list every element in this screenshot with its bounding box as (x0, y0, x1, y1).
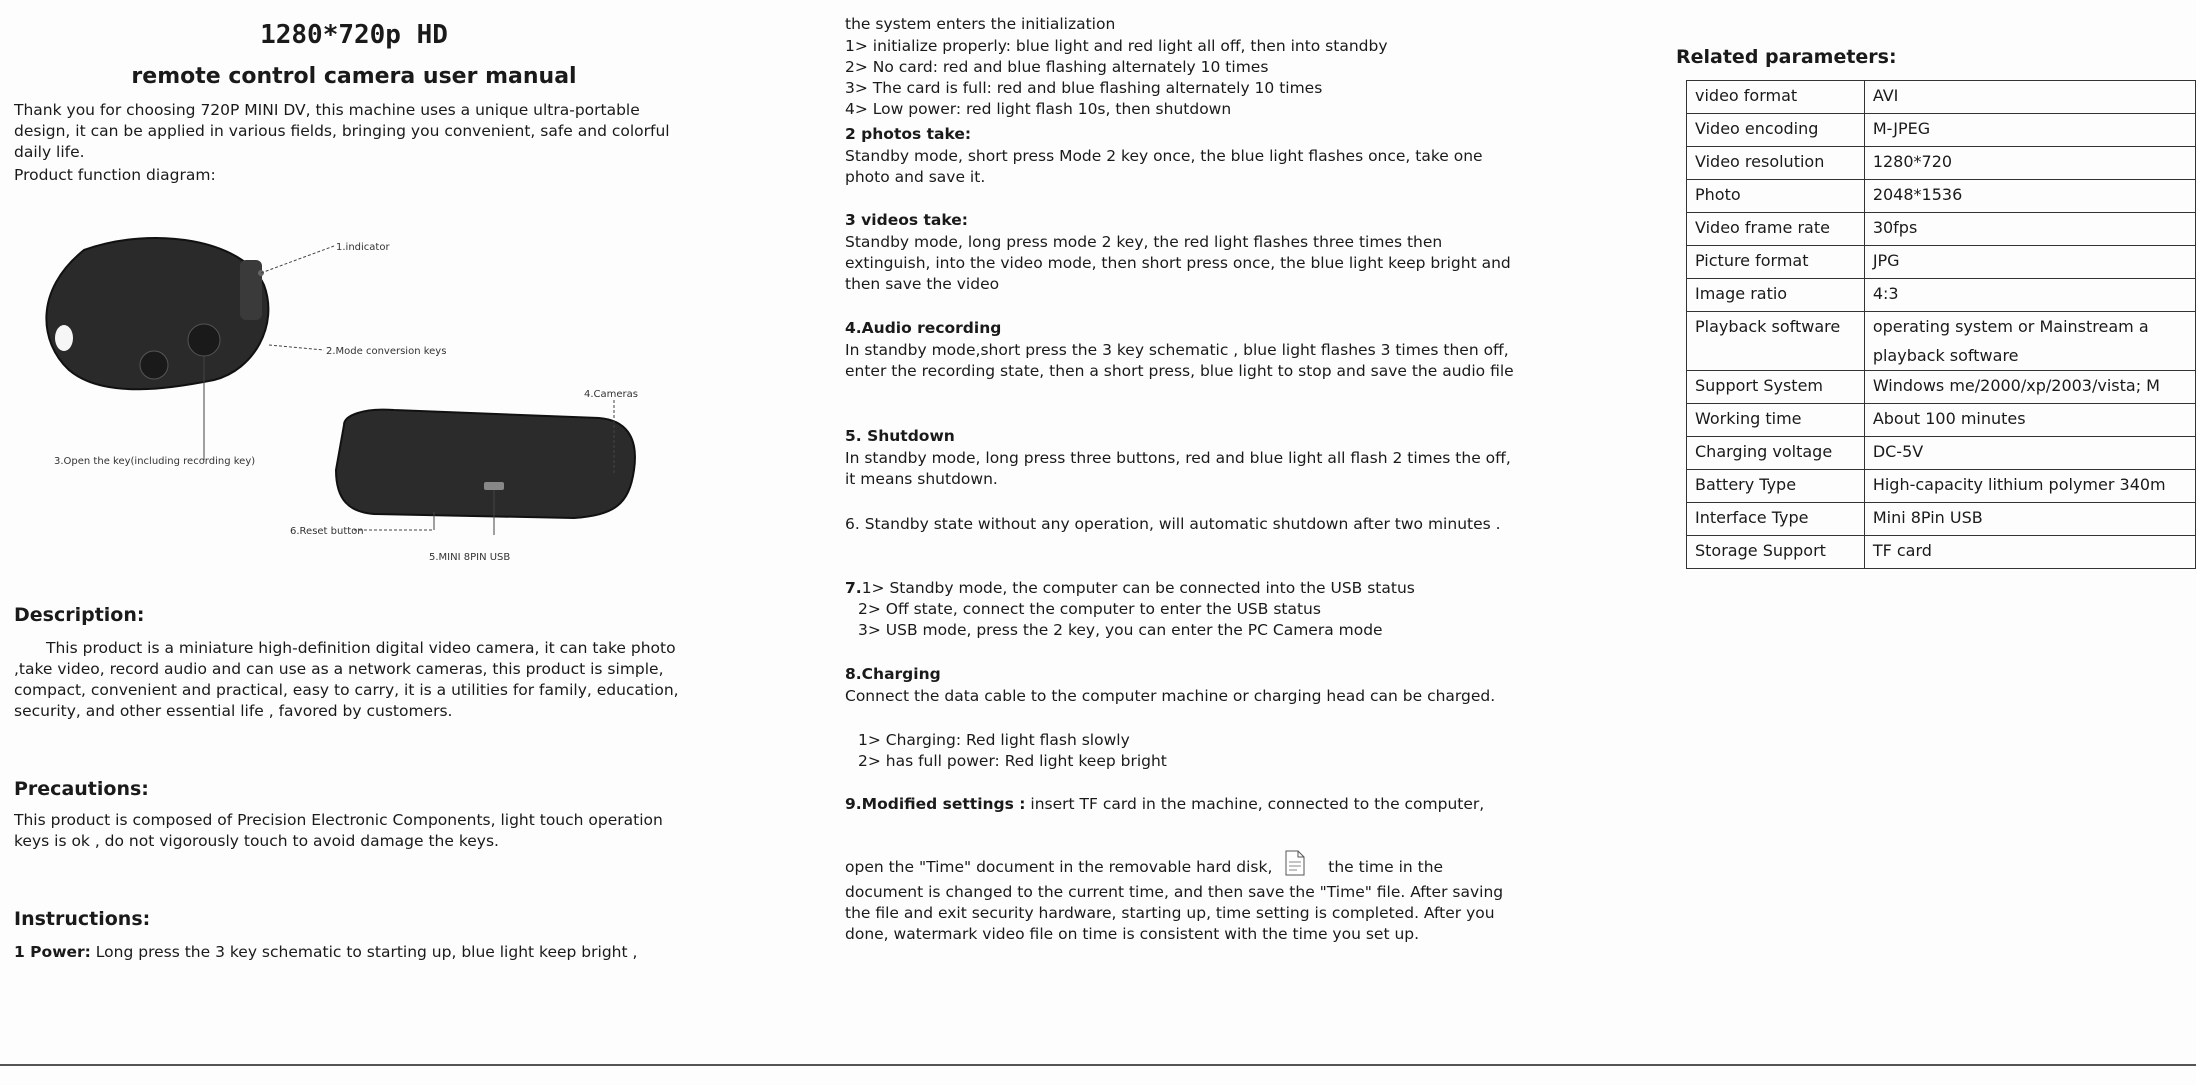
table-row (1687, 81, 2196, 114)
param-value: DC-5V (1864, 437, 2195, 470)
param-name: Playback software (1687, 312, 1865, 371)
param-value-line: operating system or Mainstream a (1872, 317, 2149, 336)
videos-heading: 3 videos take: (845, 211, 968, 229)
parameters-heading: Related parameters: (1676, 46, 1897, 68)
param-name: Photo (1687, 180, 1865, 213)
charging-item: 1> Charging: Red light flash slowly (858, 731, 1130, 749)
init-item: 4> Low power: red light flash 10s, then shutdown (845, 100, 1232, 118)
table-row (1687, 213, 2196, 246)
param-name: Working time (1687, 404, 1865, 437)
charging-list (858, 730, 1167, 772)
table-row (1687, 437, 2196, 470)
param-name: Image ratio (1687, 279, 1865, 312)
modified-text: insert TF card in the machine, connected to the computer, (1025, 795, 1485, 813)
param-value: JPG (1864, 246, 2195, 279)
param-value: M-JPEG (1864, 114, 2195, 147)
table-row (1687, 470, 2196, 503)
table-row (1687, 147, 2196, 180)
modified-heading: 9.Modified settings : (845, 795, 1026, 813)
file-icon (1283, 850, 1307, 876)
parameters-table (1686, 80, 2196, 569)
callout-usb: 5.MINI 8PIN USB (429, 552, 511, 563)
charging-text: Connect the data cable to the computer machine or charging head can be charged. (845, 687, 1496, 705)
modified-text: the time in the (1328, 858, 1444, 876)
param-name: Picture format (1687, 246, 1865, 279)
diagram-label: Product function diagram: (14, 166, 216, 184)
callout-reset-button: 6.Reset button (290, 526, 364, 537)
power-instruction (14, 942, 714, 963)
modified-settings (845, 794, 1535, 815)
table-row (1687, 404, 2196, 437)
table-row (1687, 114, 2196, 147)
modified-text: open the "Time" document in the removable hard disk, (845, 858, 1273, 876)
init-item: 3> The card is full: red and blue flashing alternately 10 times (845, 79, 1323, 97)
power-label: 1 Power: (14, 943, 91, 961)
param-name: Interface Type (1687, 503, 1865, 536)
shutdown-heading: 5. Shutdown (845, 427, 955, 445)
callout-cameras: 4.Cameras (584, 389, 638, 400)
charging-item: 2> has full power: Red light keep bright (858, 752, 1167, 770)
manual-title: remote control camera user manual (131, 64, 577, 89)
param-value: AVI (1864, 81, 2195, 114)
table-row (1687, 180, 2196, 213)
param-value: 1280*720 (1864, 147, 2195, 180)
table-row (1687, 536, 2196, 569)
param-name: Support System (1687, 371, 1865, 404)
param-value: 4:3 (1864, 279, 2195, 312)
table-row (1687, 503, 2196, 536)
usb-item: 1> Standby mode, the computer can be connected into the USB status (861, 579, 1415, 597)
param-value: TF card (1864, 536, 2195, 569)
init-item: 2> No card: red and blue flashing alternately 10 times (845, 58, 1269, 76)
precautions-text: This product is composed of Precision Electronic Components, light touch operation keys is ok , do not vigorously touch to avoid damage the keys. (14, 811, 663, 850)
product-function-diagram (14, 230, 694, 570)
param-name: video format (1687, 81, 1865, 114)
page-bottom-divider (0, 1064, 2196, 1066)
photos-heading: 2 photos take: (845, 125, 972, 143)
charging-heading: 8.Charging (845, 665, 941, 683)
param-name: Video frame rate (1687, 213, 1865, 246)
param-value: 2048*1536 (1864, 180, 2195, 213)
modified-text-continued: document is changed to the current time, and then save the "Time" file. After saving the file and exit security hardware, starting up, time setting is completed. After you done, watermark video file on time is consistent with the time you set up. (845, 883, 1504, 943)
table-row (1687, 279, 2196, 312)
usb-list (845, 578, 1520, 641)
description-text: This product is a miniature high-definition digital video camera, it can take photo ,take video, record audio and can use as a network cameras, this product is simple, compact, convenient and practical, easy to carry, it is a utilities for family, education, security, and other essential life , favored by customers. (14, 639, 679, 720)
description-heading: Description: (14, 604, 145, 626)
param-name: Storage Support (1687, 536, 1865, 569)
param-value: Windows me/2000/xp/2003/vista; M (1864, 371, 2195, 404)
audio-heading: 4.Audio recording (845, 319, 1002, 337)
param-name: Battery Type (1687, 470, 1865, 503)
audio-text: In standby mode,short press the 3 key schematic , blue light flashes 3 times then off, enter the recording state, then a short press, blue light to stop and save the audio file (845, 341, 1514, 380)
table-row (1687, 246, 2196, 279)
param-value: 30fps (1864, 213, 2195, 246)
table-row (1687, 371, 2196, 404)
param-value-line: playback software (1872, 346, 2019, 365)
intro-text: Thank you for choosing 720P MINI DV, this machine uses a unique ultra-portable design, it can be applied in various fields, bringing you convenient, safe and colorful daily life. (14, 101, 670, 161)
precautions-heading: Precautions: (14, 778, 149, 800)
callout-open-key: 3.Open the key(including recording key) (54, 456, 256, 467)
instructions-heading: Instructions: (14, 908, 151, 930)
standby-text: 6. Standby state without any operation, will automatic shutdown after two minutes . (845, 515, 1501, 533)
callout-mode-keys: 2.Mode conversion keys (326, 346, 447, 357)
videos-text: Standby mode, long press mode 2 key, the red light flashes three times then extinguish, into the video mode, then short press once, the blue light keep bright and then save the video (845, 233, 1511, 293)
init-list (845, 36, 1520, 120)
param-value (1864, 312, 2195, 371)
param-value: High-capacity lithium polymer 340m (1864, 470, 2195, 503)
callout-indicator: 1.indicator (336, 242, 390, 253)
init-intro: the system enters the initialization (845, 15, 1116, 33)
param-value: Mini 8Pin USB (1864, 503, 2195, 536)
usb-item: 3> USB mode, press the 2 key, you can enter the PC Camera mode (858, 621, 1383, 639)
shutdown-text: In standby mode, long press three buttons, red and blue light all flash 2 times the off, it means shutdown. (845, 449, 1511, 488)
photos-text: Standby mode, short press Mode 2 key once, the blue light flashes once, take one photo and save it. (845, 147, 1483, 186)
manual-title-resolution: 1280*720p HD (260, 20, 448, 50)
modified-line2 (845, 850, 1535, 878)
init-item: 1> initialize properly: blue light and red light all off, then into standby (845, 37, 1388, 55)
table-row (1687, 312, 2196, 371)
param-value: About 100 minutes (1864, 404, 2195, 437)
usb-number: 7. (845, 579, 862, 597)
param-name: Video encoding (1687, 114, 1865, 147)
power-text: Long press the 3 key schematic to starting up, blue light keep bright , (90, 943, 638, 961)
param-name: Charging voltage (1687, 437, 1865, 470)
usb-item: 2> Off state, connect the computer to enter the USB status (858, 600, 1321, 618)
param-name: Video resolution (1687, 147, 1865, 180)
